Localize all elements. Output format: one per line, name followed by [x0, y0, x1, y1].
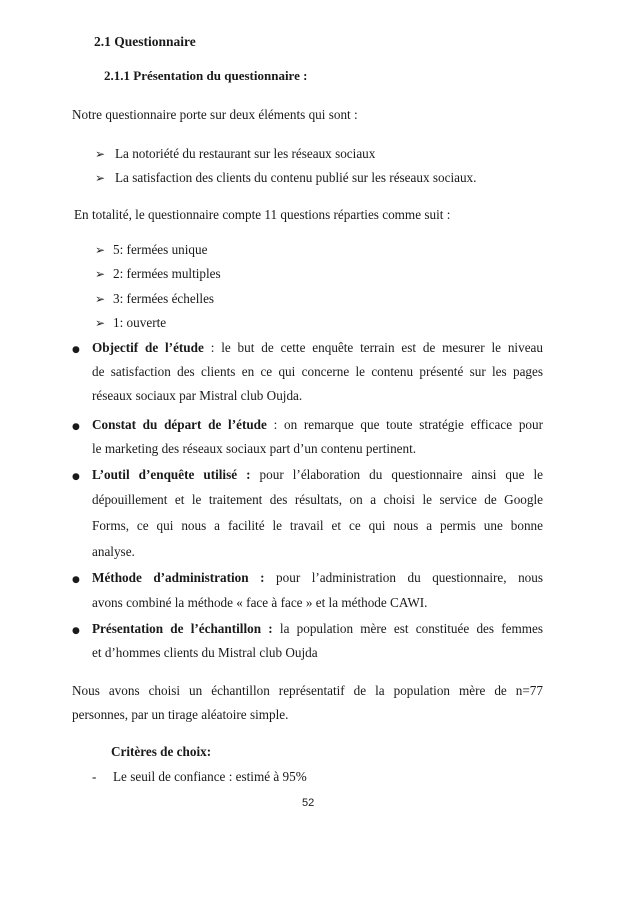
methode-line-1: Méthode d’administration : pour l’administration du questionnaire, nous — [92, 570, 543, 585]
bullet-icon: ● — [72, 472, 80, 482]
objectif-line-1: Objectif de l’étude : le but de cette enquête terrain est de mesurer le niveau — [92, 340, 543, 355]
methode-line-2: avons combiné la méthode « face à face » et la méthode CAWI. — [92, 595, 428, 610]
subsection-heading: 2.1.1 Présentation du questionnaire : — [104, 68, 308, 83]
list-item — [95, 311, 105, 335]
bullet-icon: ● — [72, 626, 80, 636]
outil-term: L’outil d’enquête utilisé : — [92, 467, 251, 482]
list-item — [95, 166, 105, 190]
outil-line-2: dépouillement et le traitement des résultats, on a choisi le service de Google — [92, 492, 543, 507]
methode-term: Méthode d’administration : — [92, 570, 265, 585]
arrow-bullet-icon: ➢ — [95, 292, 106, 306]
constat-line-2: le marketing des réseaux sociaux part d’un contenu pertinent. — [92, 441, 417, 456]
constat-term: Constat du départ de l’étude — [92, 417, 267, 432]
list-item — [95, 287, 105, 311]
question-type-3: 3: fermées échelles — [113, 291, 215, 306]
element-item-2: La satisfaction des clients du contenu publié sur les réseaux sociaux. — [115, 170, 477, 185]
constat-line-1: Constat du départ de l’étude : on remarque que toute stratégie efficace pour — [92, 417, 543, 432]
arrow-bullet-icon: ➢ — [95, 171, 106, 185]
echantillon-line-1: Présentation de l’échantillon : la population mère est constituée des femmes — [92, 621, 544, 636]
outil-line-3: Forms, ce qui nous a facilité le travail et ce qui nous a permis une bonne — [92, 518, 543, 533]
outil-line-4: analyse. — [92, 544, 135, 559]
outil-line-1: L’outil d’enquête utilisé : pour l’élaboration du questionnaire ainsi que le — [92, 467, 543, 482]
sample-line-2: personnes, par un tirage aléatoire simple. — [72, 707, 289, 722]
echantillon-term: Présentation de l’échantillon : — [92, 621, 273, 636]
arrow-bullet-icon: ➢ — [95, 267, 106, 281]
bullet-icon: ● — [72, 575, 80, 585]
objectif-line-3: réseaux sociaux par Mistral club Oujda. — [92, 388, 303, 403]
criteria-title: Critères de choix: — [111, 744, 212, 759]
bullet-icon: ● — [72, 422, 80, 432]
page-number: 52 — [302, 797, 315, 809]
sample-line-1: Nous avons choisi un échantillon représentatif de la population mère de n=77 — [72, 683, 543, 698]
objectif-line-2: de satisfaction des clients en ce qui concerne le contenu présenté sur les pages — [92, 364, 543, 379]
arrow-bullet-icon: ➢ — [95, 316, 106, 330]
list-item — [95, 238, 105, 262]
question-type-2: 2: fermées multiples — [113, 266, 221, 281]
criteria-item-1: Le seuil de confiance : estimé à 95% — [113, 769, 307, 784]
total-paragraph: En totalité, le questionnaire compte 11 questions réparties comme suit : — [74, 207, 451, 222]
list-item — [95, 262, 105, 286]
arrow-bullet-icon: ➢ — [95, 243, 106, 257]
section-heading: 2.1 Questionnaire — [94, 34, 196, 49]
intro-paragraph: Notre questionnaire porte sur deux éléments qui sont : — [72, 107, 358, 122]
echantillon-line-2: et d’hommes clients du Mistral club Oujda — [92, 645, 318, 660]
question-type-1: 5: fermées unique — [113, 242, 208, 257]
question-type-4: 1: ouverte — [113, 315, 167, 330]
arrow-bullet-icon: ➢ — [95, 147, 106, 161]
element-item-1: La notoriété du restaurant sur les réseaux sociaux — [115, 146, 376, 161]
objectif-term: Objectif de l’étude — [92, 340, 204, 355]
list-item — [95, 142, 105, 166]
dash-bullet: - — [92, 769, 97, 784]
bullet-icon: ● — [72, 345, 80, 355]
